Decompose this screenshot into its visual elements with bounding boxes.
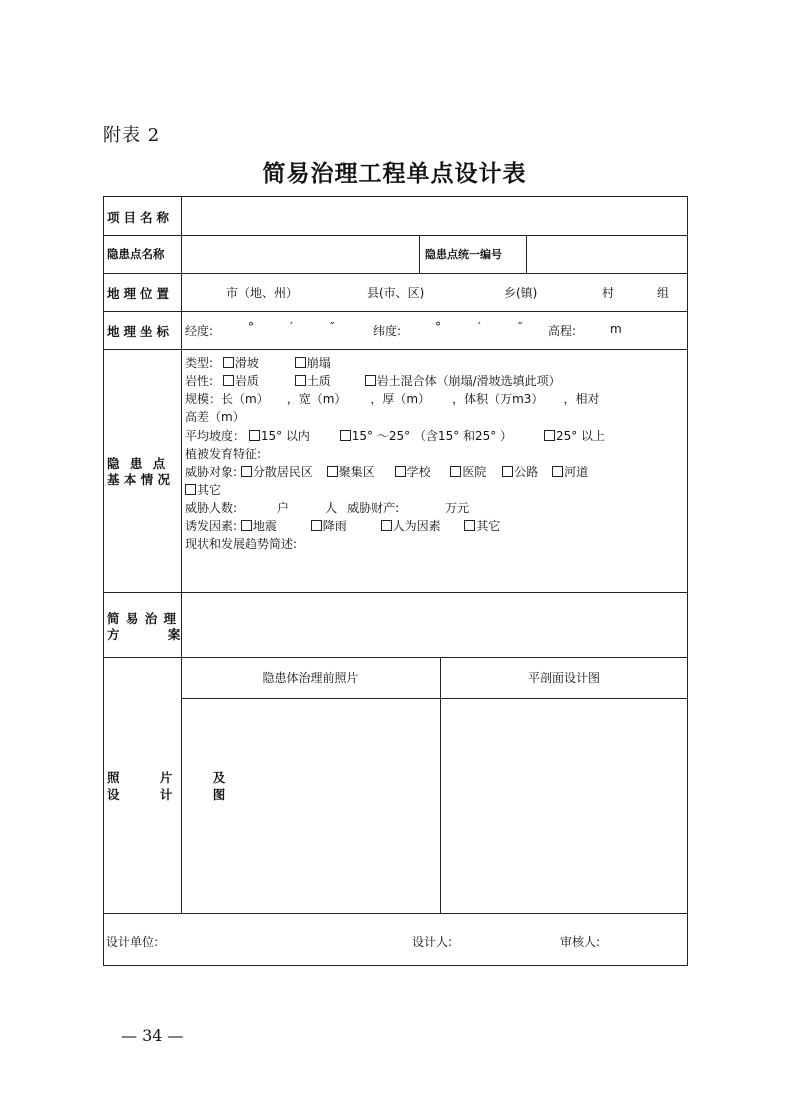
- reviewer-label: 审核人:: [560, 935, 601, 949]
- lithology-label: 岩性:: [185, 374, 214, 388]
- scale-thickness: ，厚（m）: [370, 392, 425, 406]
- longitude-label: 经度:: [185, 324, 214, 338]
- checkbox-icon: [450, 466, 461, 477]
- location-group: 组: [657, 286, 670, 300]
- elevation-label: 高程:: [548, 324, 577, 338]
- checkbox-earthquake[interactable]: 地震: [241, 519, 277, 533]
- checkbox-icon: [395, 466, 406, 477]
- checkbox-cluster-area[interactable]: 聚集区: [327, 465, 375, 479]
- checkbox-slope-over-25[interactable]: 25° 以上: [544, 429, 605, 443]
- appendix-label: 附表 2: [103, 125, 161, 146]
- checkbox-icon: [295, 375, 306, 386]
- checkbox-road[interactable]: 公路: [502, 465, 538, 479]
- location-village: 村: [602, 286, 615, 300]
- checkbox-slope-under-15[interactable]: 15° 以内: [249, 429, 310, 443]
- minute-symbol: ′: [290, 320, 293, 334]
- households-unit: 户: [277, 501, 290, 515]
- elevation-unit: m: [610, 322, 622, 336]
- treatment-plan-label-2: 方 案: [107, 627, 203, 642]
- checkbox-icon: [241, 466, 252, 477]
- minute-symbol: ′: [478, 320, 481, 334]
- page-number: — 34 —: [121, 1026, 184, 1045]
- designer-label: 设计人:: [412, 935, 453, 949]
- checkbox-icon: [340, 430, 351, 441]
- checkbox-icon: [544, 430, 555, 441]
- hazard-basic-label-2: 基 本 情 况: [107, 472, 171, 487]
- checkbox-icon: [327, 466, 338, 477]
- degree-symbol: °: [248, 320, 254, 334]
- location-county: 县(市、区): [367, 286, 425, 300]
- trigger-factors-line: [185, 517, 500, 534]
- checkbox-icon: [464, 520, 475, 531]
- threat-objects-label: 威胁对象:: [185, 465, 238, 479]
- scale-line: [185, 390, 599, 407]
- treatment-plan-label-1: 简 易 治 理: [107, 611, 178, 626]
- degree-symbol: °: [435, 320, 441, 334]
- scale-height-diff: 高差（m）: [185, 410, 245, 424]
- column-divider: [440, 657, 441, 913]
- checkbox-slope-15-25[interactable]: 15° ～25° （含15° 和25° ）: [340, 429, 512, 443]
- checkbox-icon: [185, 484, 196, 495]
- slope-label: 平均坡度：: [185, 429, 246, 443]
- row-divider: [104, 349, 687, 350]
- checkbox-icon: [223, 375, 234, 386]
- checkbox-icon: [381, 520, 392, 531]
- scale-relative: ，相对: [563, 392, 600, 406]
- photo-design-label-2: 设 计 图: [107, 787, 244, 802]
- property-unit: 万元: [445, 501, 470, 515]
- section-design-header: 平剖面设计图: [527, 671, 600, 685]
- location-city: 市（地、州）: [226, 286, 299, 300]
- checkbox-icon: [223, 357, 234, 368]
- threatened-property-label: 威胁财产:: [347, 501, 400, 515]
- checkbox-landslide[interactable]: 滑坡: [223, 356, 259, 370]
- checkbox-icon: [295, 357, 306, 368]
- column-divider: [419, 235, 420, 273]
- threat-objects-line: [185, 463, 588, 480]
- checkbox-scattered-residential[interactable]: 分散居民区: [241, 465, 313, 479]
- scale-volume: ，体积（万m3）: [452, 392, 538, 406]
- checkbox-icon: [249, 430, 260, 441]
- checkbox-school[interactable]: 学校: [395, 465, 431, 479]
- row-divider: [104, 273, 687, 274]
- second-symbol: ″: [518, 320, 523, 334]
- design-form-table: [103, 196, 688, 966]
- scale-length: 规模：长（m）: [185, 392, 263, 406]
- checkbox-rainfall[interactable]: 降雨: [311, 519, 347, 533]
- photo-before-header: 隐患体治理前照片: [262, 671, 359, 685]
- trigger-factors-label: 诱发因素:: [185, 519, 238, 533]
- checkbox-icon: [502, 466, 513, 477]
- design-unit-label: 设计单位:: [106, 935, 159, 949]
- checkbox-rock[interactable]: 岩质: [223, 374, 259, 388]
- row-divider: [104, 311, 687, 312]
- hazard-name-label: 隐患点名称: [107, 247, 165, 261]
- location-label: 地理位置: [107, 286, 174, 301]
- threatened-people-label: 威胁人数:: [185, 501, 238, 515]
- row-divider: [104, 235, 687, 236]
- row-divider: [104, 657, 687, 658]
- checkbox-other-cause[interactable]: 其它: [464, 519, 500, 533]
- vegetation-label: 植被发育特征:: [185, 447, 262, 461]
- coords-label: 地理坐标: [107, 324, 174, 339]
- hazard-type-line: [185, 354, 331, 371]
- checkbox-icon: [241, 520, 252, 531]
- hazard-type-label: 类型:: [185, 356, 214, 370]
- photo-design-label-1: 照 片 及: [107, 770, 244, 785]
- checkbox-icon: [552, 466, 563, 477]
- checkbox-icon: [365, 375, 376, 386]
- column-divider: [526, 235, 527, 273]
- lithology-line: [185, 372, 561, 389]
- checkbox-mixed[interactable]: 岩土混合体（崩塌/滑坡选填此项）: [365, 374, 561, 388]
- column-divider: [181, 197, 182, 913]
- scale-width: ，宽（m）: [286, 392, 341, 406]
- status-trend-label: 现状和发展趋势简述:: [185, 537, 298, 551]
- checkbox-hospital[interactable]: 医院: [450, 465, 486, 479]
- row-divider: [104, 913, 687, 914]
- hazard-code-label: 隐患点统一编号: [425, 248, 502, 261]
- hazard-basic-label-1: 隐 患 点: [107, 456, 169, 471]
- checkbox-human-factor[interactable]: 人为因素: [381, 519, 441, 533]
- checkbox-collapse[interactable]: 崩塌: [295, 356, 331, 370]
- threatened-population-line: [185, 499, 469, 516]
- project-name-label: 项目名称: [107, 210, 174, 225]
- row-divider: [181, 698, 687, 699]
- page-title: 简易治理工程单点设计表: [262, 160, 527, 187]
- checkbox-river[interactable]: 河道: [552, 465, 588, 479]
- location-town: 乡(镇): [504, 286, 538, 300]
- latitude-label: 纬度:: [373, 324, 402, 338]
- checkbox-other-threat[interactable]: 其它: [185, 481, 221, 498]
- persons-unit: 人: [325, 501, 338, 515]
- checkbox-soil[interactable]: 土质: [295, 374, 331, 388]
- checkbox-icon: [311, 520, 322, 531]
- slope-line: [185, 427, 605, 444]
- second-symbol: ″: [330, 320, 335, 334]
- row-divider: [104, 592, 687, 593]
